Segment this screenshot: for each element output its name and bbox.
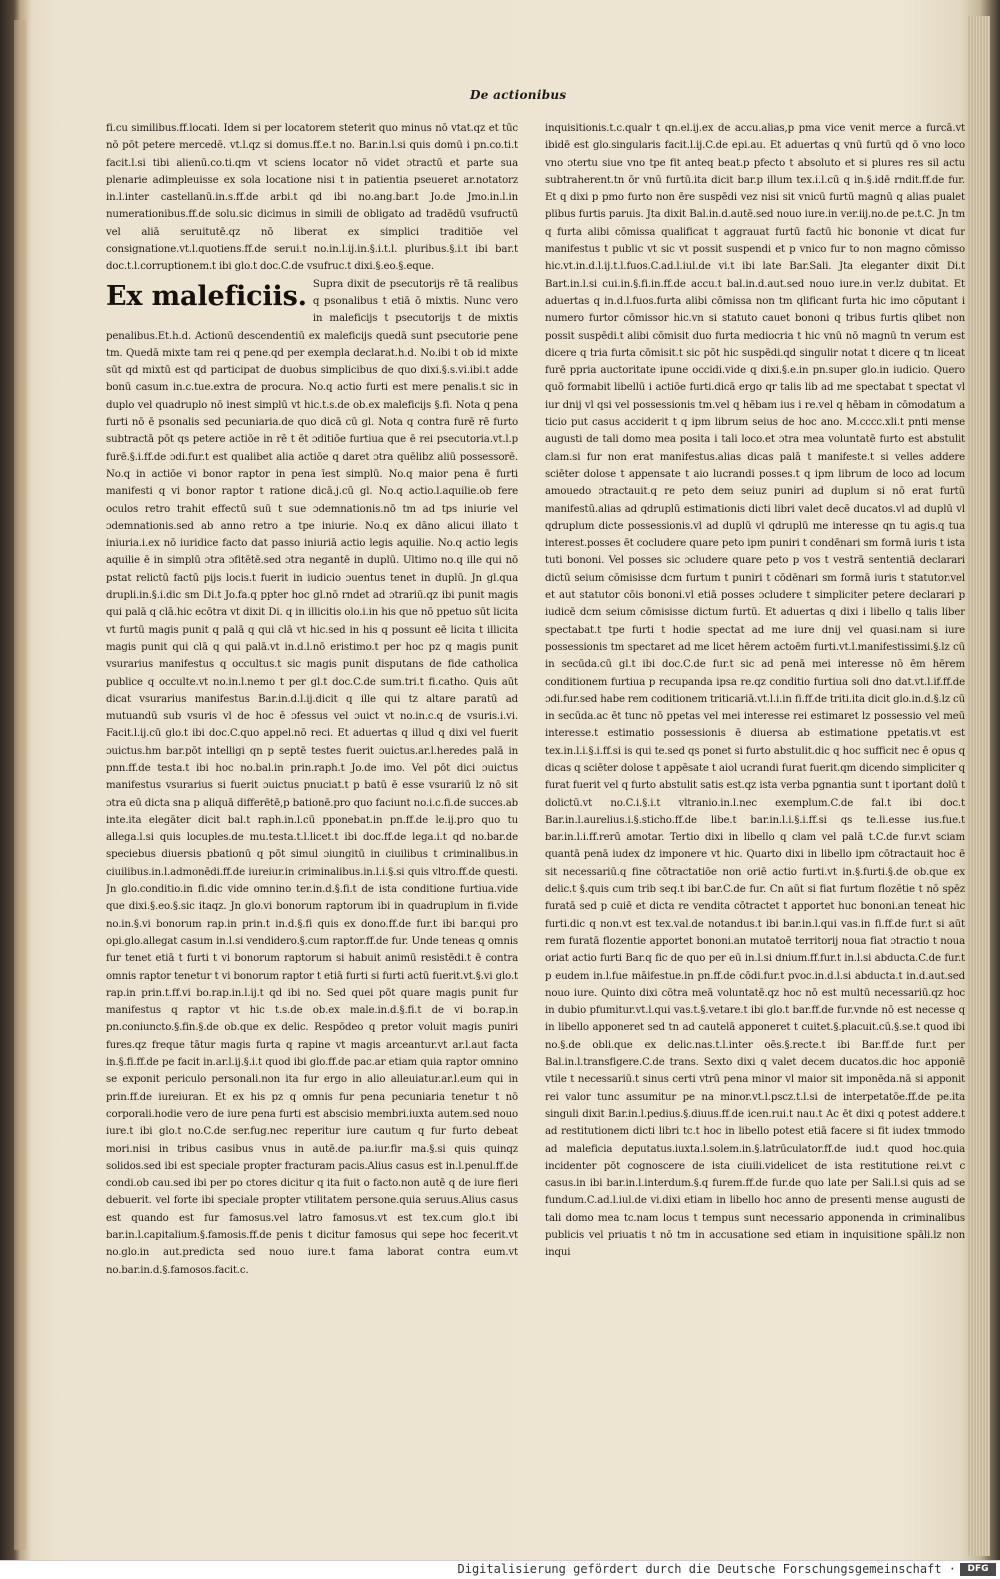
section-heading: Ex maleficiis.	[106, 280, 307, 312]
paragraph-before-heading: fi.cu similibus.ff.locati. Idem si per locatorem steterit quo minus nō vtat.qz et tūc nō pōt petere mercedē. vt.l.qz si domus.ff.e.t no. Bar.in.l.si quis domū i pn.co.ti.t facit.l.si tibi alienū.co.ti.qm vt sciens locator nō videt ɔtractū et parte sua plenarie adimpleuisse ex sola locatione nisi t in patientia pseueret ar.notatorz in.l.inter castellanū.in.s.ff.de arbi.t qd ibi no.ang.bar.t Jo.de Jmo.in.l.in numerationibus.ff.de solu.sic dicimus in simili de obligato ad tradēdū vsufructū vel aliā seruitutē.qz nō liberat ex simplici traditiōe vel consignatione.vt.l.quotiens.ff.de serui.t no.in.l.ij.in.§.i.t.l. pluribus.§.i.t ibi bar.t doc.t.l.corruptionem.t ibi glo.t doc.C.de vsufruc.t dixi.§.eo.§.eque.	[106, 123, 518, 273]
right-column-paragraph: inquisitionis.t.c.qualr t qn.el.ij.ex de accu.alias,p pma vice venit merce a furcā.vt ibidē est glo.singularis facit.l.ij.C.de epi.au. Et aduertas q vnū furtū qd ō vno loco vno ɔtertu siue vno tpe fit anteq beat.p pfecto t absoluto et si plures res sil actu subtraherent.tn ōr vnū furtū.ita dicit bar.p illum tex.i.l.cū q in.§.idē rndit.ff.de fur. Et q dixi p pmo furto non ēre suspēdi vez nisi sit vnicū furtū magnū q alias pualet plibus furtis paruis. Jta dixit Bal.in.d.autē.sed nouo iure.in ver.iij.no.de pe.t.C. Jn tm q furta alibi cōmissa qualificat t aggrauat furtū factū hic bononie vt dicat fur manifestus t public vt sic vt possit suspendi et p vnico fur to non magno cōmisso hic.vt.in.d.l.ij.t.l.fuos.C.ad.l.iul.de vi.t ibi late Bar.Sali. Jta eleganter dixit Di.t Bart.in.l.si cui.in.§.fi.in.ff.de accu.t bal.in.d.aut.sed nouo iure.in ver.lz dubitat. Et aduertas q in.d.l.fuos.furta alibi cōmissa non tm qlificant furta hic imo cōputant i numero furtor cōmissor hic.vn si statuto cauet bononi q tribus furtis qlibet non possit suspēdi.t alibi cōmisit duo furta mediocria t hic vnū nō magnū tn verum est dicere q tria furta cōmisit.t sic pōt hic suspēdi.qd singulir notat t dicere q tn liceat furē ppria auctoritate ipune occidi.vide q dixi.§.e.in pn.super glo.in iudicio. Quero quō formabit libellū i actiōe furti.dicā ergo qr talis lib ad me spectabat t spectat vl iur dnij vl qsi vel possessionis tm.vel q hēbam ius i re.vel q hēbam in cōmodatum a ticio put casus acciderit t q ipm librum seius de hoc ano. M.cccc.xli.t pnti mense augusti de tali domo mea posita i tali loco.et ɔtra mea voluntatē furto est abstulit clam.si fur non erat manifestus.alias dicas palā t manifeste.t si velles addere sciēter dolose t appensate t aio lucrandi posses.t q ipm librum de loco ad locum amouedo ɔtractauit.q re peto dem seiuz puniri ad duplum si nō erat furtū manifestū.alias ad qdruplū estimationis dicti libri valet decē ducatos.vl ad duplū vl qdruplum dicte possessionis.vl ad duplū vl qdruplū me interesse qn tu agis.q tua interest.posses ēt cocludere quare peto ipm puniri t condēnari sm formā iuris t ista tuti bononi. Vel posses sic ɔcludere quare peto p vos t vestrā sententiā declarari dictū seium cōmisisse dcm furtum t puniri t cōdēnari sm formā iuris t statutor.vel et aut statutor cōis bononi.vl etiā posses ɔcludere t simpliciter petere declarari p iudicē dcm seium cōmisisse dictum furtū. Et aduertas q dixi i libello q talis liber spectabat.t tpe furti t hodie spectat ad me iure dnij vel quasi.nam si iure possessionis tm spectaret ad me licet hērem actoēm furti.vt.l.manifestissimi.§.lz cū in secūda.cū gl.t ibi doc.C.de fur.t sic ad penā mei interesse nō ēm hērem conditionem furtiua p recupanda ipsa re.qz conditio furtiua soli dno dat.vt.l.if.ff.de ɔdi.fur.sed habe rem coditionem triticariā.vt.l.i.in fi.ff.de triti.ita dicit glo.in.d.§.lz cū in secūda.ac ēt tunc nō ppetas vel mei interesse rei estimaret lz possessio vel meū interesse.t estimatio possessionis ē diuersa ab estimatione ppetatis.vt est tex.in.l.i.§.i.ff.si is qui te.sed qs ponet si furto abstulit.dic q hoc sufficit nec ē opus q dicas q sciēter dolose t appēsate t aiol ucrandi furat fuerit.qm dicendo simpliciter q furat fuerit vel q furto abstulit satis est.qz ista verba pgnantia sunt t iportant dolū t dolictū.vt no.C.i.§.i.t vltranio.in.l.nec exemplum.C.de fal.t ibi doc.t Bar.in.l.aurelius.i.§.sticho.ff.de libe.t bar.in.l.i.§.i.ff.si qs te.li.esse ius.fue.t bar.in.l.i.ff.rerū amotar. Tertio dixi in libello q clam vel palā t.C.de fur.vt sciam quantā penā iudex dz imponere vt hic. Quarto dixi in libello ipm cōtractauit hoc ē sit necessariū.q fine cōtractatiōe non oriē actio furti.vt in.§.furti.§.de ob.que ex delic.t §.quis cum trib seq.t ibi bar.C.de fur. Cn aūt si fiat furtum flozētie t nō spēz furatā sed p cuiē et dicta re vendita cōtractet t apportet huc bononi.an teneat hic furti.dic q non.vt est tex.val.de notandus.t ibi bar.in.l.qui vas.in fi.ff.de fur.t si aūt rem furatā flozentie apportet bononi.an mutatoē territorij noua fiat ɔtractio t noua oriat actio furti Bar.q fic de quo per eū in.l.si dnium.ff.fur.t in.l.si abducta.C.de fur.t p eudem in.l.fue māifestue.in pn.ff.de cōdi.fur.t pvoc.in.d.l.si abducta.t in.d.aut.sed nouo iure. Quinto dixi cōtra meā voluntatē.qz hoc nō est multū necessariū.qz hoc in dubio pfumitur.vt.l.qui vas.t.§.vetare.t ibi glo.t bar.ff.de fur.vnde nō est necesse q in libello apponeret sed tn ad cautelā apponeret t cuitet.§.placuit.cū.§.se.t quod ibi no.§.de obli.que ex delic.nas.t.l.inter oēs.§.recte.t ibi Bar.ff.de fur.t per Bal.in.l.transfigere.C.de trans. Sexto dixi q valet decem ducatos.dic hoc apponiē vtile t necessariū.t sinus certi vtrū pena minor vl maior sit imponēda.nā si apponit rei valor tunc assumitur pe na minor.vt.l.pscz.t.l.si de interpetatōe.ff.de pe.ita singuli dixit Bar.in.l.pedius.§.diuus.ff.de icen.rui.t nau.t Ac ēt dixi q potest addere.t ad restitutionem dicti libri tc.t hoc in libello potest etiā facere si fit iudex tmmodo ad maleficia deputatus.iuxta.l.solem.in.§.latrūculator.ff.de iud.t quod hoc.quia incidenter pōt cognoscere de ista ciuili.videlicet de ista restitutione rei.vt c casus.in ibi bar.in.l.interdum.§.q furem.ff.de fur.de quo late per Sali.l.si quis ad se fundum.C.ad.l.iul.de vi.dixi etiam in libello hoc anno de presenti mense augusti de tali domo mea tc.nam locus t tempus sunt necessario apponenda in criminalibus publicis vel priuatis t nō tm in accusatione sed etiam in inquisitione spāli.lz non inqui	[545, 123, 965, 1259]
dfg-logo: DFG	[960, 1563, 996, 1576]
page-edge-right	[968, 16, 990, 1556]
footer-credit-text: Digitalisierung gefördert durch die Deutsche Forschungsgemeinschaft ·	[457, 1562, 956, 1576]
left-text-column	[106, 120, 518, 1510]
paragraph-after-heading: Supra dixit de psecutorijs rē tā realibus q psonalibus t etiā ō mixtis. Nunc vero in maleficijs t psecutorijs t de mixtis penalibus.Et.h.d. Actionū descendentiū ex maleficijs quedā sunt psecutorie pene tm. Quedā mixte tam rei q pene.qd per exempla declarat.h.d. No.ibi t ob id mixte sūt qd mixtū est qd participat de duobus simplicibus de quo dixi.§.s.vi.ibi.t adde bonū casum in.c.tue.extra de procura. No.q actio furti est mere penalis.t sic in duplo vel quadruplo nō inest simplū vt hic.t.s.de ob.ex maleficijs §.fi. Nota q pena furti nō ē psonalis sed pecuniaria.de quo dicā cū gl. Nota q contra furē rē furto subtractā pōt qs petere actiōe in rē t ēt ɔditiōe furtiua que ē rei psecutoria.vt.l.p furē.§.i.ff.de ɔdi.fur.t est qualibet alia actiōe q daret ɔtra quēlibz aliū possessorē. No.q in actiōe vi bonor raptor in pena īest simplū. No.q maior pena ē furti manifesti q vi bonor raptor t ratione dicā.j.cū gl. No.q actio.l.aquilie.ob fere oculos retro trahit effectū suū t sue ɔdemnationis.nō tm ad tps iniurie vel ɔdemnationis.sed ab anno retro a tpe iniurie. No.q ex dāno alicui illato t iniuria.i.ex nō iuridice facto dat passo iniuriā actio legis aquilie. No.q actio legis aquilie ē in simplū ɔtra ɔfitētē.sed ɔtra negantē in duplū. Ultimo no.q ille qui nō pstat relictū factū pijs locis.t fuerit in iudicio ɔuentus tenet in duplū. Jn gl.qua drupli.in.§.i.dic sm Di.t Jo.fa.q ppter hoc gl.nō rndet ad ɔtrariū.qz ibi punit magis qui palā q clā.hic ecōtra vt dixit Di. q in illicitis olo.i.in his que nō ppetuo sūt licita vt furtū magis punit q palā q qui clā vt hic.sed in his q possunt eē licita t illicita magis punit qui clā q qui palā.vt in.d.l.nō eristimo.t per hoc pz q magis punit vsurarius manifestus q occultus.t sic magis punit disputans de fide catholica publice q occulte.vt no.in.l.nemo t per gl.t doc.C.de sum.tri.t fi.catho. Quis aūt dicat vsurarius manifestus Bar.in.d.l.ij.dicit q ille qui tz altare paratū ad mutuandū sub vsuris vl de hoc ē ɔfessus vel ɔuict vt no.in.c.q de vsuris.i.vi. Facit.l.ij.cū glo.t ibi doc.C.quo appel.nō reci. Et aduertas q illud q dixi vel fuerit ɔuictus.hm bar.pōt intelligi qn p septē testes fuerit ɔuictus.ar.l.heredes palā in pnn.ff.de testa.t ibi hoc no.bal.in prin.raph.t Jo.de imo. Vel pōt dici ɔuictus manifestus vsurarius si fuerit ɔuictus pnuciat.t p batū ē esse vsurariū lz nō sit ɔtra eū dicta sna p aliquā differētē,p bationē.pro quo faciunt no.i.c.fi.de succes.ab inte.ita elegāter dicit bal.t raph.in.l.cū pponebat.in pn.ff.de le.ij.pro quo tu allega.l.si quis locuples.de mu.testa.t.l.licet.t ibi doc.ff.de lega.i.t qd no.bar.de speciebus diuersis pbationū q pōt simul ɔiungitū in ciuilibus t criminalibus.in ciuilibus.in.l.admonēdi.ff.de iureiur.in criminalibus.in.l.i.§.si quis vltro.ff.de questi. Jn glo.conditio.in fi.dic vide omnino ter.in.d.§.fi.t de ista conditione furtiua.vide que dixi.§.eo.§.sic itaqz. Jn glo.vi bonorum raptorum ibi in quadruplum in fi.vide no.in.§.vi bonorum rap.in prin.t in.d.§.fi quis ex dono.ff.de fur.t ibi bar.qui pro opi.glo.allegat casum in.l.si vendidero.§.cum raptor.ff.de fur. Unde teneas q omnis fur tenet etiā t furti t vi bonorum raptorum si habuit animū resistēdi.t ē contra omnis raptor tenetur t vi bonorum raptor t etiā furti si furti actū fuerit.vt.§.vi glo.t rap.in prin.t.ff.vi bo.rap.in.l.ij.t qd ibi no. Sed quei pōt quare magis punit fur manifestus q raptor vt hic t.s.de ob.ex male.in.d.§.fi.t de vi bo.rap.in pn.coniuncto.§.fin.§.de ob.que ex delic. Respōdeo q pretor voluit magis puniri fures.qz freque tātur magis furta q rapine vt magis arceantur.vt ar.l.aut facta in.§.fi.ff.de pe facit in.ar.l.ij.§.i.t quod ibi glo.ff.de pac.ar etiam quia raptor omnino se exponit periculo personali.non ita fur ergo in alio alleuiatur.ar.l.eum qui in prin.ff.de iureiuran. Et ex his pz q omnis fur pena pecuniaria tenetur t nō corporali.hodie vero de iure pena furti est abscisio membri.iuxta autem.sed nouo iure.t ibi glo.t no.C.de ser.fug.nec reperitur iure cautum q fur furto debeat mori.nisi in tribus casibus vnus in autē.de pa.iur.fir ma.§.si quis quinqz solidos.sed ibi est speciale propter fracturam pacis.Alius casus est in.l.penul.ff.de condi.ob cau.sed ibi per po ctores dicitur q ita fuit o facto.non autē q de iure fieri debuerit. vel forte ibi speciale propter vtilitatem persone.quia seruus.Alius casus est quando est fur famosus.vel latro famosus.vt est tex.cum glo.t ibi bar.in.l.capitalium.§.famosis.ff.de penis t dicitur famosus qui sepe hoc fecerit.vt no.glo.in aut.predicta sed nouo iure.t fama laborat contra eum.vt no.bar.in.d.§.famosos.facit.c.	[106, 278, 518, 1276]
right-text-column	[545, 120, 965, 1510]
section-paragraph	[106, 276, 518, 1279]
running-head: De actionibus	[470, 88, 567, 102]
page-edge-left	[14, 20, 26, 1550]
digitization-footer	[0, 1560, 1000, 1579]
